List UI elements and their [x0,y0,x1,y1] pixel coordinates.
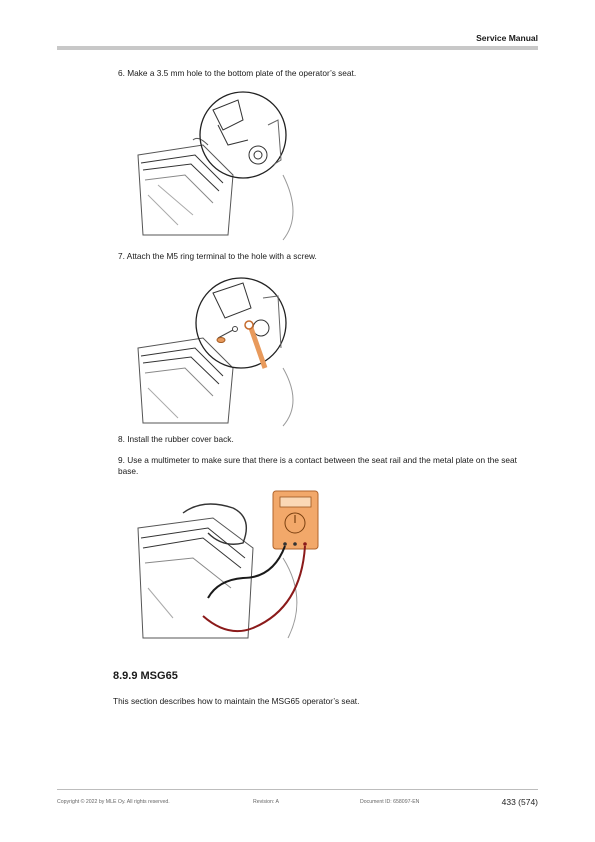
step-text: Use a multimeter to make sure that there is a contact between the seat rail and the metal plate on the seat base. [118,455,517,476]
section-title: 8.9.9 MSG65 [113,670,178,682]
footer-document-id: Document ID: 658097-EN [360,799,420,805]
step-8 [118,434,538,445]
step-text: Make a 3.5 mm hole to the bottom plate of the operator’s seat. [127,68,357,78]
header-title: Service Manual [476,33,538,43]
ring-terminal-wire [251,328,265,368]
black-probe-wire [208,546,285,598]
step-number: 8. [118,434,125,444]
footer-rule [57,789,538,790]
page-number: 433 (574) [501,797,538,807]
step-7 [118,251,538,262]
header-rule [57,46,538,50]
footer-copyright: Copyright © 2022 by MLE Oy. All rights reserved. [57,799,170,805]
step-6 [118,68,538,79]
step-text: Attach the M5 ring terminal to the hole with a screw. [126,251,317,261]
step-9 [118,455,528,477]
figure-multimeter [133,488,323,648]
figure-drill-hole [133,85,313,245]
step-number: 7. [118,251,125,261]
red-probe-wire [203,546,305,631]
figure-ring-terminal [133,268,313,428]
section-description: This section describes how to maintain the MSG65 operator’s seat. [113,696,360,706]
step-number: 9. [118,455,125,465]
step-text: Install the rubber cover back. [127,434,234,444]
footer-revision: Revision: A [253,799,279,805]
step-number: 6. [118,68,125,78]
